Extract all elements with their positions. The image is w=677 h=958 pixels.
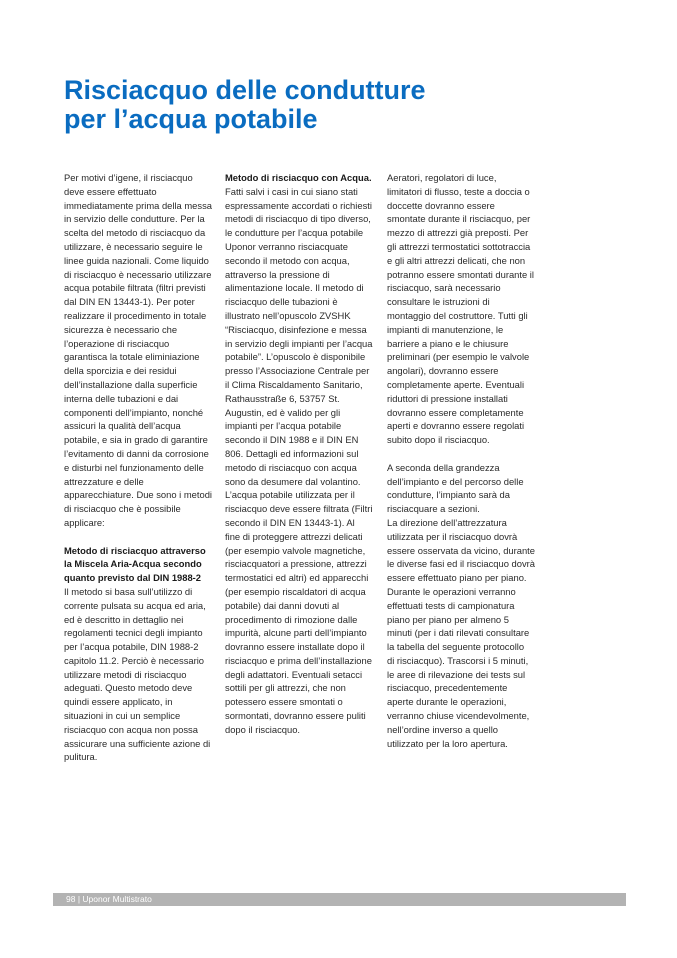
text-line: applicare: — [64, 516, 105, 528]
text-line: Metodo di risciacquo attraverso — [64, 544, 206, 556]
text-line: scelta del metodo di risciacquo da — [64, 227, 206, 239]
text-line: utilizzare, è necessario seguire le — [64, 240, 203, 252]
text-line: le condutture per l’acqua potabile — [225, 227, 364, 239]
text-line: componenti dell’impianto, nonché — [64, 406, 204, 418]
text-line: aperti e dovranno essere regolati — [387, 420, 525, 432]
text-column-2 — [225, 171, 375, 737]
paragraph — [225, 185, 375, 737]
text-line: risciacquo, precedentemente — [387, 682, 508, 694]
page-title — [64, 76, 624, 134]
text-line: riduttori di pressione installati — [387, 392, 508, 404]
text-column-1 — [64, 171, 214, 764]
text-line: L’acqua potabile utilizzata per il — [225, 489, 355, 501]
footer-bar — [53, 893, 626, 906]
text-line: gli attrezzi termostatici sottotraccia — [387, 240, 531, 252]
text-line: minuti (per i dati rilevati consultare — [387, 627, 530, 639]
text-line: attraverso la pressione di — [225, 268, 330, 280]
text-line: adeguati. Questo metodo deve — [64, 682, 193, 694]
paragraph — [64, 585, 214, 764]
text-line: della sporcizia e dei residui — [64, 365, 177, 377]
text-line: secondo il DIN EN 13443-1). Al — [225, 516, 355, 528]
text-line: piano per piano per almeno 5 — [387, 613, 509, 625]
text-line: regolamenti tecnici degli impianto — [64, 627, 203, 639]
text-line: sono da desumere dal volantino. — [225, 475, 361, 487]
text-line: Uponor verranno risciacquate — [225, 240, 348, 252]
text-line: illustrato nell’opuscolo ZVSHK — [225, 309, 351, 321]
text-line: il Clima Riscaldamento Sanitario, — [225, 378, 363, 390]
paragraph-gap — [64, 530, 214, 544]
text-line: l’evitamento di danni da corrosione — [64, 447, 209, 459]
text-line: degli adattatori. Eventuali setacci — [225, 668, 363, 680]
text-line: effettuati tests di campionatura — [387, 599, 515, 611]
text-line: l’operazione di risciacquo — [64, 337, 170, 349]
text-line: sottili per gli attrezzi, che non — [225, 682, 346, 694]
text-line: deve essere effettuato — [64, 185, 157, 197]
text-line: dovranno essere completamente — [387, 406, 524, 418]
text-line: Rathausstraße 6, 53757 St. — [225, 392, 340, 404]
text-line: limitatori di flusso, teste a doccia o — [387, 185, 530, 197]
text-line: apparecchiature. Due sono i metodi — [64, 489, 213, 501]
text-line: risciacquare a sezioni. — [387, 503, 480, 515]
text-line: Fatti salvi i casi in cui siano stati — [225, 185, 358, 197]
text-line: situazioni in cui un semplice — [64, 710, 181, 722]
text-line: la tabella del seguente protocollo — [387, 641, 525, 653]
text-line: interna delle tubazioni e dai — [64, 392, 179, 404]
text-line: secondo il DIN 1988 e il DIN EN — [225, 434, 359, 446]
text-line: e disturbi nel funzionamento delle — [64, 461, 204, 473]
text-line: la Miscela Aria-Acqua secondo — [64, 558, 202, 570]
text-line: quindi essere applicato, in — [64, 696, 173, 708]
text-line: acqua potabile filtrata (filtri previsti — [64, 282, 206, 294]
text-line: risciacquo con acqua non possa — [64, 723, 198, 735]
text-line: smontate durante il risciacquo, per — [387, 213, 531, 225]
title-line: Risciacquo delle condutture — [64, 75, 426, 105]
text-line: dopo il risciacquo. — [225, 723, 301, 735]
text-line: impurità, alcune parti dell’impianto — [225, 627, 367, 639]
text-line: impianti di manutenzione, le — [387, 323, 504, 335]
text-line: La direzione dell’attrezzatura — [387, 516, 507, 528]
text-line: potabile) dai danni dovuti al — [225, 599, 340, 611]
paragraph — [387, 171, 537, 447]
text-line: utilizzata per il risciacquo dovrà — [387, 530, 518, 542]
text-line: essere osservata da vicino, durante — [387, 544, 535, 556]
text-line: attrezzature e delle — [64, 475, 144, 487]
text-line: risciacquatori a pressione, attrezzi — [225, 558, 367, 570]
text-line: metodo di risciacquo con acqua — [225, 461, 357, 473]
text-line: alimentazione locale. Il metodo di — [225, 282, 364, 294]
text-line: secondo il metodo con acqua, — [225, 254, 350, 266]
text-line: garantisca la totale eliminiazione — [64, 351, 200, 363]
text-line: realizzare il procedimento in totale — [64, 309, 207, 321]
text-line: (per esempio riscaldatori di acqua — [225, 585, 366, 597]
text-line: potranno essere smontati durante il — [387, 268, 534, 280]
text-line: in servizio degli impianti per l’acqua — [225, 337, 373, 349]
text-line: assicuri la qualità dell’acqua — [64, 420, 181, 432]
text-line: assicurare una sufficiente azione di — [64, 737, 211, 749]
text-line: di risciacquo che è possibile — [64, 503, 181, 515]
text-line: impianti per l’acqua potabile — [225, 420, 342, 432]
text-line: mezzo di attrezzi già preposti. Per — [387, 227, 529, 239]
text-line: presso l’Associazione Centrale per — [225, 365, 370, 377]
text-line: verranno chiuse vicendevolmente, — [387, 710, 530, 722]
text-line: fine di proteggere attrezzi delicati — [225, 530, 363, 542]
text-line: Per motivi d’igene, il risciacquo — [64, 172, 193, 183]
text-line: metodi di risciacquo di tipo diverso, — [225, 213, 371, 225]
text-line: “Risciacquo, disinfezione e messa — [225, 323, 367, 335]
text-line: di risciacquo è necessario utilizzare — [64, 268, 212, 280]
text-line: ed è descritto in dettaglio nei — [64, 613, 184, 625]
text-line: Augustin, ed è valido per gli — [225, 406, 341, 418]
text-line: risciacquo delle tubazioni è — [225, 296, 338, 308]
text-line: condutture, l’impianto sarà da — [387, 489, 510, 501]
text-line: in servizio delle condutture. Per la — [64, 213, 205, 225]
text-line: risciacquo deve essere filtrata (Filtri — [225, 503, 373, 515]
text-line: immediatamente prima della messa — [64, 199, 212, 211]
paragraph — [64, 171, 214, 530]
text-line: quanto previsto dal DIN 1988-2 — [64, 572, 202, 584]
text-line: Aeratori, regolatori di luce, — [387, 172, 497, 183]
text-line: sormontati, dovranno essere puliti — [225, 710, 366, 722]
text-line: di risciacquo). Trascorsi i 5 minuti, — [387, 654, 529, 666]
text-line: potabile”. L’opuscolo è disponibile — [225, 351, 366, 363]
title-line: per l’acqua potabile — [64, 104, 318, 134]
text-line: preliminari (per esempio le valvole — [387, 351, 530, 363]
text-line: capitolo 11.2. Perciò è necessario — [64, 654, 205, 666]
text-line: dell’impianto e del percorso delle — [387, 475, 524, 487]
text-line: per l’acqua potabile, DIN 1988-2 — [64, 641, 199, 653]
section-heading — [225, 171, 375, 185]
text-line: utilizzare metodi di risciacquo — [64, 668, 187, 680]
text-line: essere effettuato piano per piano. — [387, 572, 527, 584]
text-line: completamente aperte. Eventuali — [387, 378, 525, 390]
text-line: consultare le istruzioni di — [387, 296, 490, 308]
section-heading — [64, 544, 214, 585]
text-line: montaggio del costruttore. Tutti gli — [387, 309, 528, 321]
text-line: doccette dovranno essere — [387, 199, 495, 211]
text-line: potabile, e sia in grado di garantire — [64, 434, 208, 446]
heading-text: Metodo di risciacquo con Acqua. — [225, 172, 372, 183]
text-line: utilizzato per la loro apertura. — [387, 737, 508, 749]
text-line: 806. Dettagli ed informazioni sul — [225, 447, 359, 459]
paragraph — [387, 461, 537, 751]
text-line: barriere a piano e le chiusure — [387, 337, 509, 349]
text-line: dovranno essere installate dopo il — [225, 641, 365, 653]
text-line: risciacquo, sarà necessario — [387, 282, 501, 294]
text-line: potessero essere smontati o — [225, 696, 343, 708]
text-line: corrente pulsata su acqua ed aria, — [64, 599, 206, 611]
text-line: nell’ordine inverso a quello — [387, 723, 499, 735]
text-line: sicurezza è necessario che — [64, 323, 178, 335]
text-line: subito dopo il risciacquo. — [387, 434, 490, 446]
text-line: procedimento di rimozione dalle — [225, 613, 358, 625]
text-line: dal DIN EN 13443-1). Per poter — [64, 296, 195, 308]
text-line: A seconda della grandezza — [387, 461, 500, 473]
text-line: dell’installazione dalla superficie — [64, 378, 198, 390]
text-line: espressamente accordati o richiesti — [225, 199, 372, 211]
text-line: le aree di rilevazione dei tests sul — [387, 668, 526, 680]
footer-page-label: 98 | Uponor Multistrato — [66, 894, 152, 904]
text-line: le diverse fasi ed il risciacquo dovrà — [387, 558, 535, 570]
text-line: pulitura. — [64, 751, 98, 763]
text-column-3 — [387, 171, 537, 750]
text-line: angolari), dovranno essere — [387, 365, 499, 377]
text-line: (per esempio valvole magnetiche, — [225, 544, 366, 556]
paragraph-gap — [387, 447, 537, 461]
text-line: Il metodo si basa sull’utilizzo di — [64, 585, 193, 597]
text-line: risciacquo e prima dell’installazione — [225, 654, 372, 666]
text-line: Durante le operazioni verranno — [387, 585, 516, 597]
text-line: linee guida nazionali. Come liquido — [64, 254, 209, 266]
text-line: aperte durante le operazioni, — [387, 696, 507, 708]
text-line: e gli altri attrezzi delicati, che non — [387, 254, 526, 266]
text-line: termostatici ed altri) ed apparecchi — [225, 572, 369, 584]
